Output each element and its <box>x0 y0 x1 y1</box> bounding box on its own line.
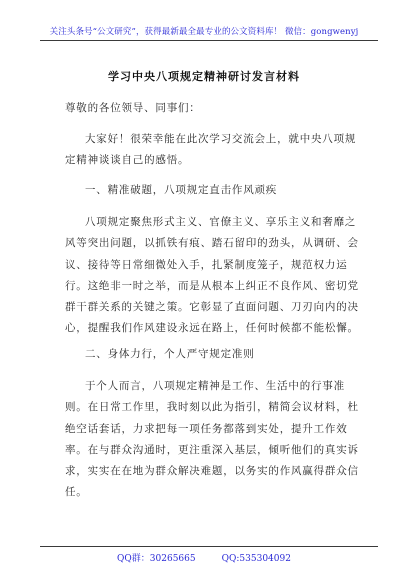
footer-divider <box>40 546 378 547</box>
footer-qq: QQ:535304092 <box>221 554 291 564</box>
section-paragraph-1: 八项规定聚焦形式主义、官僚主义、享乐主义和奢靡之风等突出问题，以抓铁有痕、踏石留印的劲头，从调研、会议、接待等日常细微处入手，扎紧制度笼子，规范权力运行。这绝非一时之举，而是从根本上纠正不良作风、密切党群干群关系的关键之策。它彰显了直面问题、刀刃向内的决心，提醒我们作风建设永远在路上，任何时候都不能松懈。 <box>65 216 359 335</box>
header-divider <box>40 40 378 41</box>
footer-qq-group: QQ群：30265665 <box>117 554 196 564</box>
document-title: 学习中央八项规定精神研讨发言材料 <box>108 70 300 83</box>
salutation: 尊敬的各位领导、同事们： <box>65 102 201 114</box>
section-heading-1: 一、精准破题，八项规定直击作风顽疾 <box>85 184 278 196</box>
header-promo-note: 关注头条号“公文研究”，获得最新最全最专业的公文资料库！ 微信：gongwenyj <box>49 27 359 37</box>
section-paragraph-2: 于个人而言，八项规定精神是工作、生活中的行事准则。在日常工作里，我时刻以此为指引，精简会议材料，杜绝空话套话，力求把每一项任务都落到实处，提升工作效率。在与群众沟通时，更注重深入基层，倾听他们的真实诉求，实实在在地为群众解决难题，以务实的作风赢得群众信任。 <box>65 380 359 499</box>
footer-contact <box>0 551 408 564</box>
section-heading-2: 二、身体力行，个人严守规定准则 <box>85 348 255 360</box>
intro-paragraph: 大家好！很荣幸能在此次学习交流会上，就中央八项规定精神谈谈自己的感悟。 <box>65 133 357 167</box>
